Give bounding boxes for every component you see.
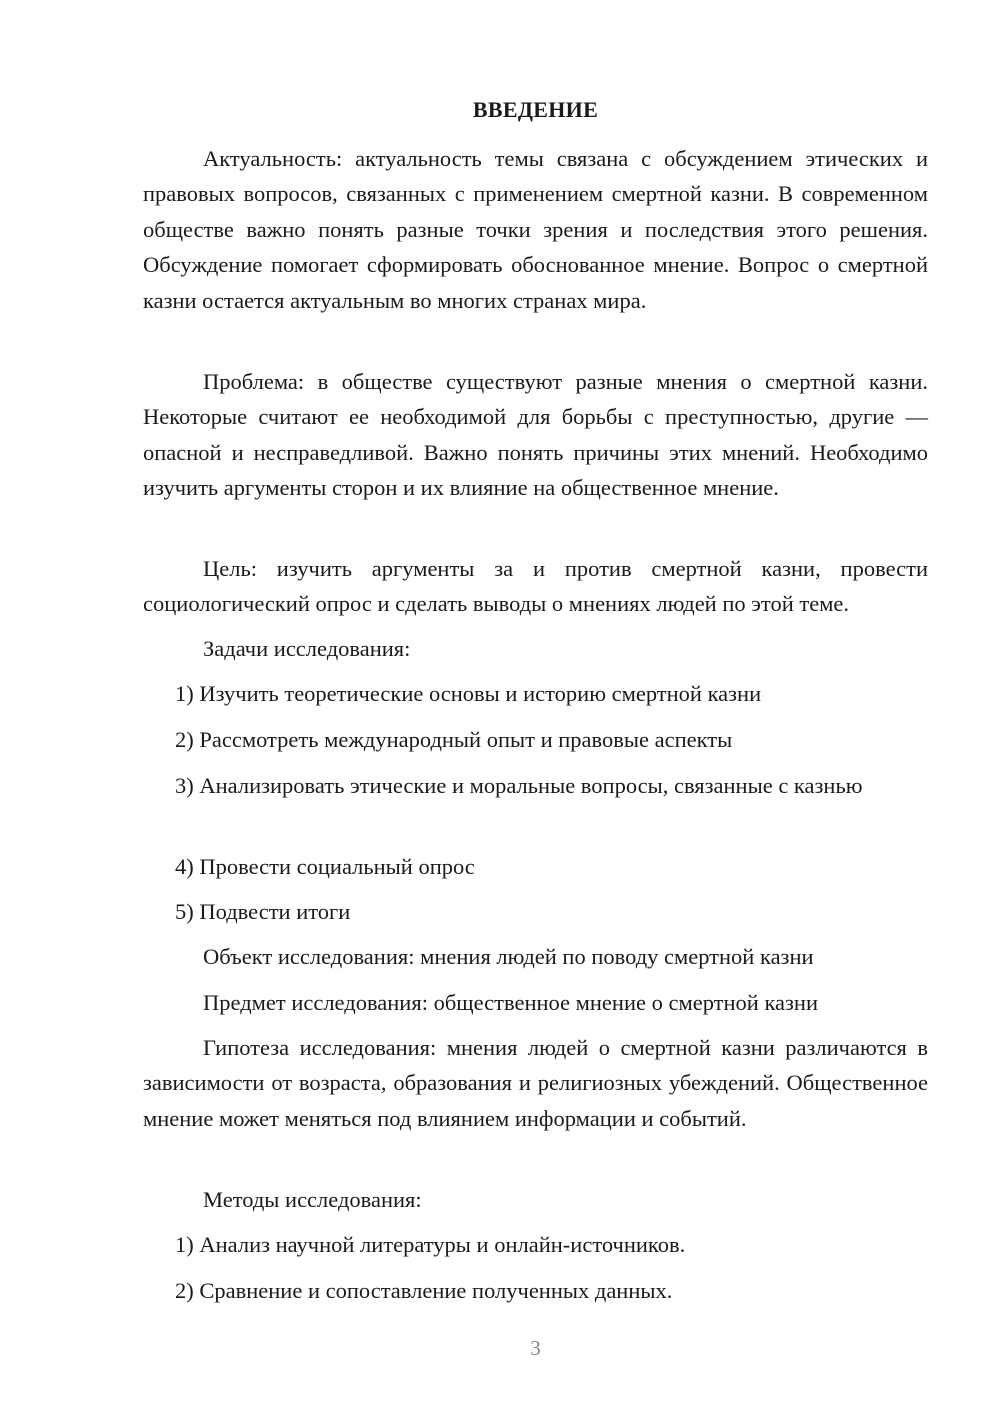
hypothesis-paragraph: Гипотеза исследования: мнения людей о смертной казни различаются в зависимости от возраста, образования и религиозных убеждений. Общественное мнение может меняться под влиянием информации и событий.: [143, 1035, 928, 1131]
method-item: 2) Сравнение и сопоставление полученных данных.: [175, 1278, 673, 1303]
task-item: 4) Провести социальный опрос: [175, 854, 475, 879]
methods-heading: Методы исследования:: [203, 1187, 422, 1212]
tasks-heading: Задачи исследования:: [203, 636, 411, 661]
task-item: 2) Рассмотреть международный опыт и правовые аспекты: [175, 727, 733, 752]
method-item: 1) Анализ научной литературы и онлайн-источников.: [175, 1232, 686, 1257]
subject-paragraph: Предмет исследования: общественное мнение о смертной казни: [203, 990, 818, 1015]
goal-paragraph: Цель: изучить аргументы за и против смертной казни, провести социологический опрос и сделать выводы о мнениях людей по этой теме.: [143, 556, 928, 617]
section-title: ВВЕДЕНИЕ: [472, 97, 599, 122]
problem-paragraph: Проблема: в обществе существуют разные мнения о смертной казни. Некоторые считают ее необходимой для борьбы с преступностью, другие — опасной и несправедливой. Важно понять причины этих мнений. Необходимо изучить аргументы сторон и их влияние на общественное мнение.: [143, 369, 928, 501]
task-item: 1) Изучить теоретические основы и историю смертной казни: [175, 681, 762, 706]
object-paragraph: Объект исследования: мнения людей по поводу смертной казни: [203, 944, 814, 969]
document-page: [143, 0, 928, 1414]
page-number: 3: [530, 1336, 541, 1360]
task-item: 5) Подвести итоги: [175, 899, 351, 924]
relevance-paragraph: Актуальность: актуальность темы связана с обсуждением этических и правовых вопросов, связанных с применением смертной казни. В современном обществе важно понять разные точки зрения и последствия этого решения. Обсуждение помогает сформировать обоснованное мнение. Вопрос о смертной казни остается актуальным во многих странах мира.: [143, 146, 928, 313]
task-item: 3) Анализировать этические и моральные вопросы, связанные с казнью: [175, 773, 863, 798]
